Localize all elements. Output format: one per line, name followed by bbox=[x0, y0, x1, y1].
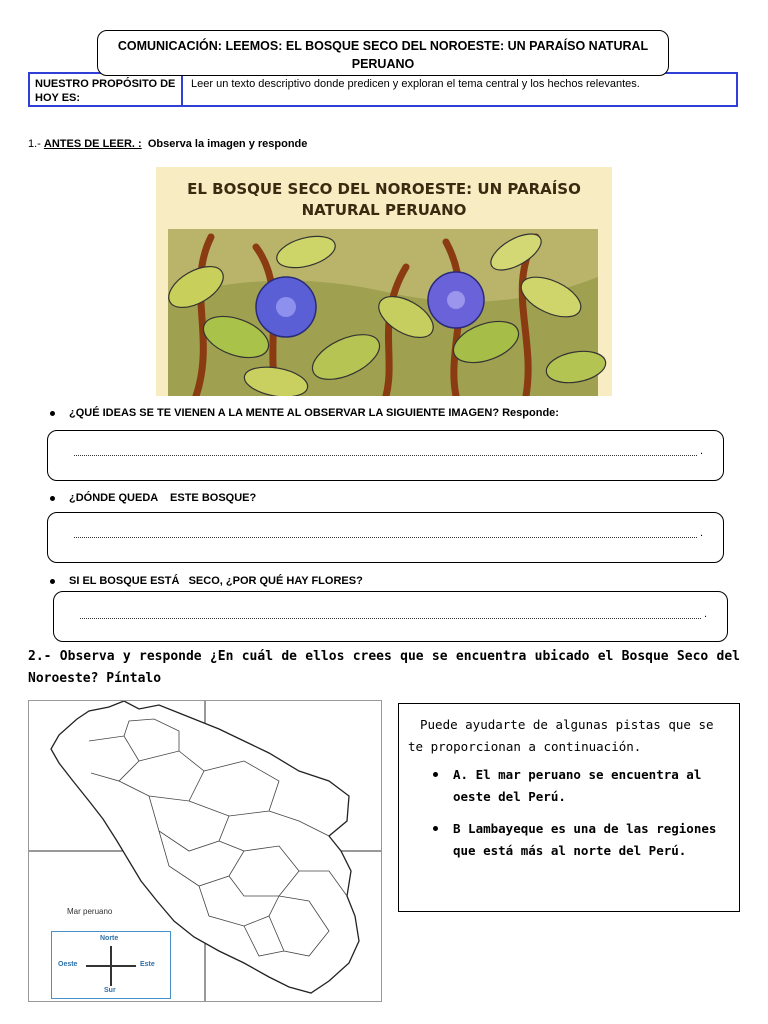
section1-number: 1.- bbox=[28, 138, 41, 150]
section2-number: 2.- bbox=[28, 649, 52, 664]
bullet-icon bbox=[50, 411, 55, 416]
forest-drawing bbox=[156, 167, 612, 396]
bullet-icon bbox=[50, 579, 55, 584]
answer-box-3[interactable] bbox=[53, 591, 728, 642]
compass-west: Oeste bbox=[58, 961, 78, 968]
hints-intro: Puede ayudarte de algunas pistas que se te proporcionan a continuación. bbox=[408, 717, 714, 754]
purpose-text: Leer un texto descriptivo donde predicen y exploran el tema central y los hechos relevantes. bbox=[191, 78, 640, 90]
bullet-icon bbox=[50, 496, 55, 501]
answer-box-2[interactable] bbox=[47, 512, 724, 563]
answer-line-3 bbox=[80, 616, 701, 619]
forest-illustration bbox=[156, 167, 612, 396]
compass-south: Sur bbox=[104, 987, 116, 994]
compass-north: Norte bbox=[100, 935, 119, 942]
bullet-icon bbox=[433, 772, 438, 777]
purpose-table bbox=[28, 72, 738, 107]
answer-line-1 bbox=[74, 453, 697, 456]
worksheet-title-text: COMUNICACIÓN: LEEMOS: EL BOSQUE SECO DEL NOROESTE: UN PARAÍSO NATURAL PERUANO bbox=[117, 39, 649, 71]
question-1 bbox=[50, 407, 559, 419]
question-3-text: SI EL BOSQUE ESTÁ SECO, ¿POR QUÉ HAY FLORES? bbox=[69, 575, 363, 587]
hint-item-b bbox=[433, 818, 731, 862]
hint-item-a bbox=[433, 764, 731, 808]
worksheet-title bbox=[97, 30, 669, 76]
purpose-label: NUESTRO PROPÓSITO DE HOY ES: bbox=[30, 74, 183, 105]
hints-box bbox=[398, 703, 740, 912]
hint-item-a-text: A. El mar peruano se encuentra al oeste del Perú. bbox=[453, 767, 702, 804]
compass-east: Este bbox=[140, 961, 155, 968]
flower-right bbox=[428, 272, 484, 328]
peru-map bbox=[28, 700, 382, 1002]
section1-label: ANTES DE LEER. : bbox=[43, 138, 142, 150]
question-2-text: ¿DÓNDE QUEDA ESTE BOSQUE? bbox=[69, 492, 257, 504]
compass-horizontal-line bbox=[86, 965, 136, 967]
section2-question bbox=[28, 646, 740, 690]
compass-rose bbox=[51, 931, 171, 999]
answer-box-1[interactable] bbox=[47, 430, 724, 481]
flower-left bbox=[256, 277, 316, 337]
question-3 bbox=[50, 575, 363, 587]
bullet-icon bbox=[433, 826, 438, 831]
section1-instruction: Observa la imagen y responde bbox=[147, 138, 308, 150]
question-1-text: ¿QUÉ IDEAS SE TE VIENEN A LA MENTE AL OBSERVAR LA SIGUIENTE IMAGEN? Responde: bbox=[69, 407, 559, 419]
illustration-title: EL BOSQUE SECO DEL NOROESTE: UN PARAÍSO NATURAL PERUANO bbox=[187, 180, 581, 219]
section2-question-text: Observa y responde ¿En cuál de ellos crees que se encuentra ubicado el Bosque Seco del Noroeste? Píntalo bbox=[28, 649, 741, 686]
answer-line-2 bbox=[74, 535, 697, 538]
sea-label: Mar peruano bbox=[67, 907, 113, 916]
hint-item-b-text: B Lambayeque es una de las regiones que está más al norte del Perú. bbox=[453, 821, 717, 858]
question-2 bbox=[50, 492, 256, 504]
section1-heading bbox=[28, 138, 307, 150]
